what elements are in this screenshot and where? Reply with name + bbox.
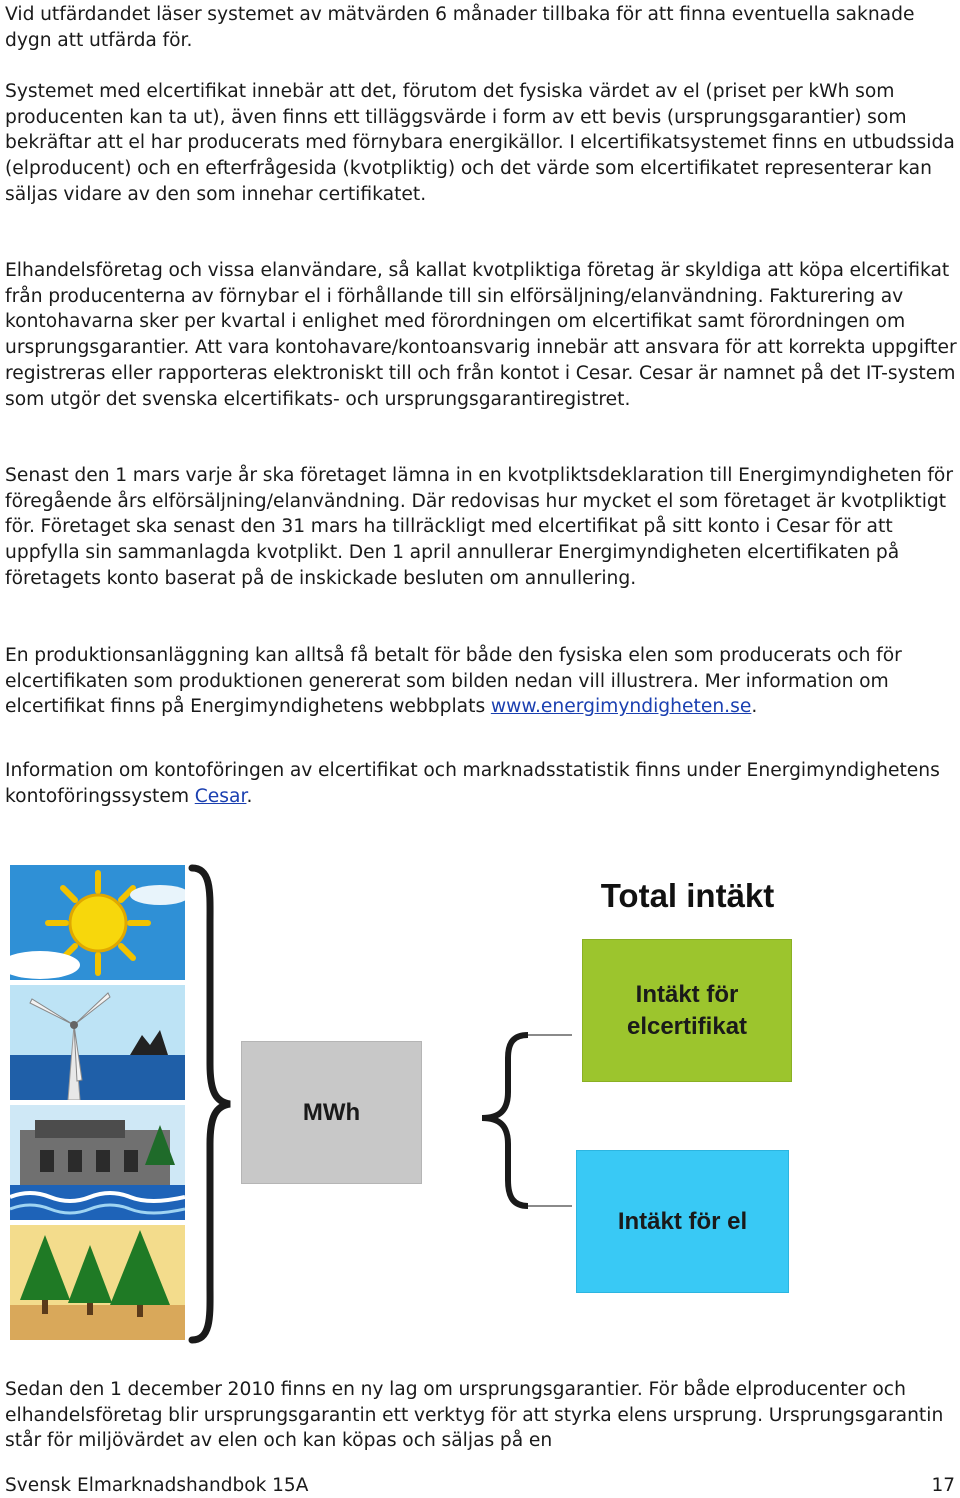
paragraph-kontoforing-end: .: [246, 785, 253, 807]
sun-icon: [10, 865, 185, 980]
paragraph-elcertifikat-system: Systemet med elcertifikat innebär att det, förutom det fysiska värdet av el (priset per kWh som producenten kan ta ut), även finns ett tilläggsvärde i form av ett bevis (ursprungsgarantier) som bekräftar att el har producerats med förnybara energikällor. I elcertifikatsystemet finns en utbudssida (elproducent) och en efterfrågesida (kvotpliktig) och det värde som elcertifikatet representerar kan säljas vidare av den som innehar certifikatet.: [5, 81, 955, 205]
paragraph-betalning: [5, 643, 957, 720]
energimyndigheten-link[interactable]: www.energimyndigheten.se: [490, 696, 752, 718]
paragraph-kontoforing-text: Information om kontoföringen av elcertifikat och marknadsstatistik finns under Energimyndighetens kontoföringssystem: [5, 760, 940, 807]
paragraph-deklaration: Senast den 1 mars varje år ska företaget lämna in en kvotpliktsdeklaration till Energimyndigheten för föregående års elförsäljning/elanvändning. Där redovisas hur mycket el som företaget är kvotpliktigt för. Företaget ska senast den 31 mars ha tillräckligt med elcertifikat på sitt konto i Cesar för att uppfylla sin sammanlagda kvotplikt. Den 1 april annullerar Energimyndigheten elcertifikaten på företagets konto baserat på de inskickade besluten om annullering.: [5, 465, 954, 589]
paragraph-betalning-end: .: [751, 696, 758, 718]
paragraph-kvotplikt: Elhandelsföretag och vissa elanvändare, så kallat kvotpliktiga företag är skyldiga att köpa elcertifikat från producenterna av förnybar el i förhållande till sin elförsäljning/elanvändning. Fakturering av kontohavarna sker per kvartal i enlighet med förordningen om elcertifikat samt förordningen om ursprungsgarantier. Att vara kontohavare/kontoansvarig innebär att ansvara för att korrekta uppgifter registreras eller rapporteras elektroniskt till och från kontot i Cesar. Cesar är namnet på det IT-system som utgör det svenska elcertifikats- och ursprungsgarantiregistret.: [5, 260, 957, 410]
footer-title: Svensk Elmarknadshandbok 15A: [5, 1475, 309, 1496]
hydro-dam-icon: [10, 1105, 185, 1220]
forest-icon: [10, 1225, 185, 1340]
page-number: 17: [931, 1475, 955, 1496]
figure-title: Total intäkt: [600, 877, 775, 914]
curly-brace: [186, 864, 236, 1344]
certificate-revenue-box: Intäkt för elcertifikat: [582, 939, 792, 1082]
bracket-connector: [480, 1030, 575, 1230]
paragraph-utfardande: Vid utfärdandet läser systemet av mätvärden 6 månader tillbaka för att finna eventuella saknade dygn att utfärda för.: [5, 4, 915, 51]
paragraph-kontoforing: [5, 758, 957, 809]
wind-turbine-icon: [10, 985, 185, 1100]
paragraph-ursprungsgarantier: Sedan den 1 december 2010 finns en ny lag om ursprungsgarantier. För både elproducenter och elhandelsföretag blir ursprungsgarantin ett verktyg för att styrka elens ursprung. Ursprungsgarantin står för miljövärdet av elen och kan köpas och säljas på en: [5, 1379, 944, 1452]
cesar-link[interactable]: Cesar: [194, 785, 247, 807]
electricity-revenue-box: Intäkt för el: [576, 1150, 789, 1293]
mwh-box: MWh: [241, 1041, 422, 1184]
revenue-figure: [0, 830, 960, 1370]
paragraph-betalning-text: En produktionsanläggning kan alltså få betalt för både den fysiska elen som producerats och för elcertifikaten som produktionen genererat som bilden nedan vill illustrera. Mer information om elcertifikat finns på Energimyndighetens webbplats: [5, 645, 902, 718]
